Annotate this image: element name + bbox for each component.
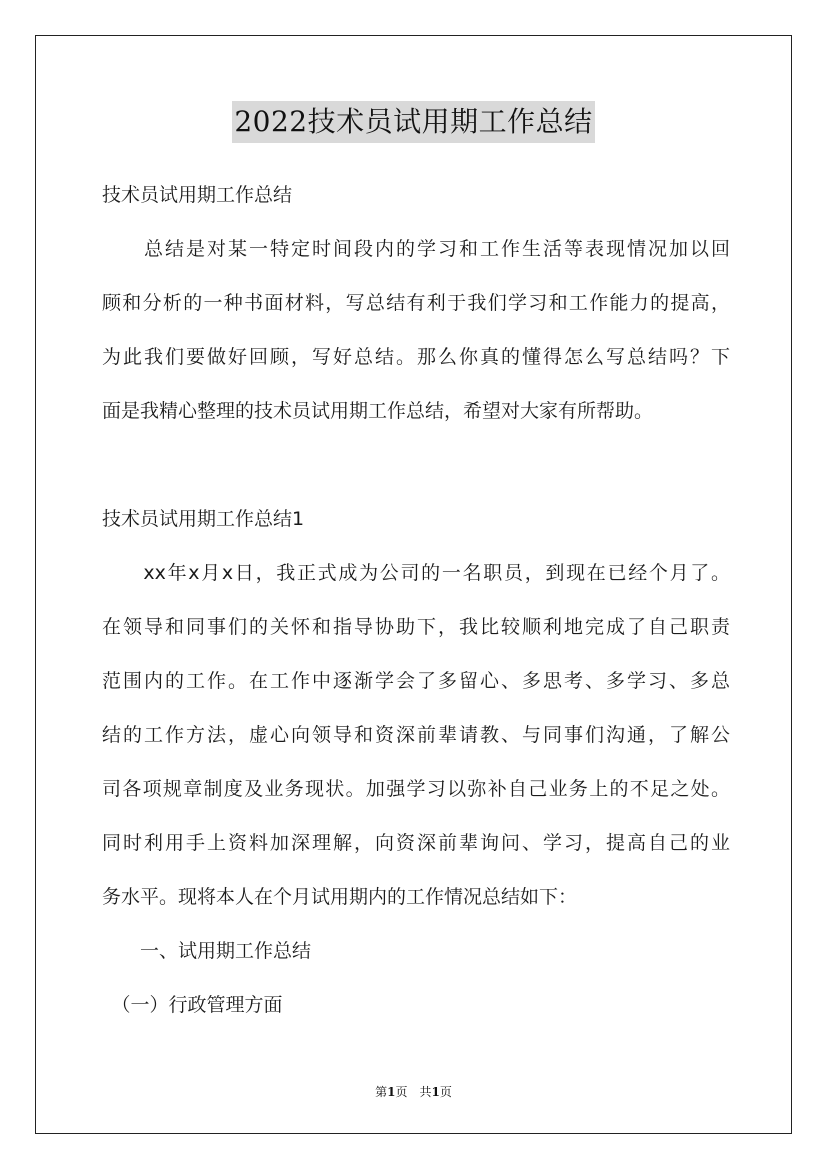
body-line-5: 司各项规章制度及业务现状。加强学习以弥补自己业务上的不足之处。 bbox=[102, 778, 730, 800]
body-line-3: 范围内的工作。在工作中逐渐学会了多留心、多思考、多学习、多总 bbox=[102, 670, 730, 692]
body-line-4: 结的工作方法，虚心向领导和资深前辈请教、与同事们沟通，了解公 bbox=[102, 724, 730, 746]
section-heading: 技术员试用期工作总结1 bbox=[102, 508, 305, 530]
footer-suffix: 页 bbox=[439, 1085, 452, 1099]
footer-prefix: 第 bbox=[375, 1085, 388, 1099]
title-container bbox=[0, 101, 827, 143]
body-line-1: xx年x月x日，我正式成为公司的一名职员，到现在已经个月了。 bbox=[102, 562, 730, 584]
footer-middle: 页 共 bbox=[395, 1085, 432, 1099]
intro-line-1: 总结是对某一特定时间段内的学习和工作生活等表现情况加以回 bbox=[102, 238, 730, 260]
intro-line-3: 为此我们要做好回顾，写好总结。那么你真的懂得怎么写总结吗？下 bbox=[102, 346, 730, 368]
document-subtitle: 技术员试用期工作总结 bbox=[102, 184, 293, 206]
footer-total-pages: 1 bbox=[431, 1085, 440, 1099]
page-footer bbox=[0, 1083, 827, 1100]
outline-heading-2: （一）行政管理方面 bbox=[102, 994, 283, 1016]
body-line-7: 务水平。现将本人在个月试用期内的工作情况总结如下： bbox=[102, 886, 578, 908]
outline-heading-1: 一、试用期工作总结 bbox=[102, 940, 312, 962]
document-title: 2022技术员试用期工作总结 bbox=[232, 101, 594, 143]
intro-line-4: 面是我精心整理的技术员试用期工作总结，希望对大家有所帮助。 bbox=[102, 400, 654, 422]
footer-page-number: 1 bbox=[387, 1085, 396, 1099]
intro-line-2: 顾和分析的一种书面材料，写总结有利于我们学习和工作能力的提高， bbox=[102, 292, 730, 314]
body-line-6: 同时利用手上资料加深理解，向资深前辈询问、学习，提高自己的业 bbox=[102, 832, 730, 854]
body-line-2: 在领导和同事们的关怀和指导协助下，我比较顺利地完成了自己职责 bbox=[102, 616, 730, 638]
